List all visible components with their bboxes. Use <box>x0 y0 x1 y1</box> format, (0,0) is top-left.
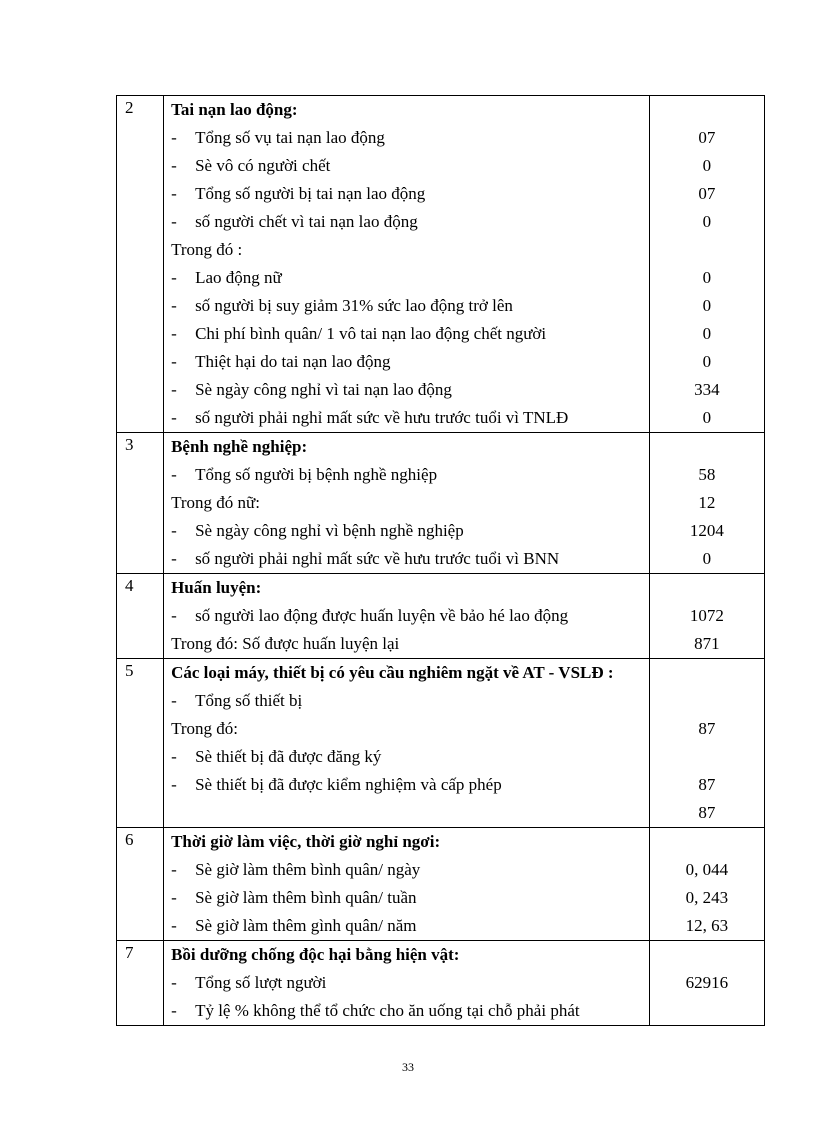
section-row <box>117 828 765 941</box>
section-description-cell <box>164 828 650 941</box>
value-spacer <box>650 659 764 687</box>
section-number: 3 <box>125 435 134 454</box>
item-label: Chi phí bình quân/ 1 vô tai nạn lao động chết người <box>195 324 547 343</box>
section-number-cell <box>117 574 164 659</box>
section-number: 4 <box>125 576 134 595</box>
section-heading: Bồi dưỡng chống độc hại bằng hiện vật: <box>171 945 460 964</box>
item-line <box>164 602 649 630</box>
item-label: Tổng số thiết bị <box>195 691 303 710</box>
bullet-dash: - <box>171 888 177 907</box>
item-label: Sè vô có người chết <box>195 156 331 175</box>
section-number-cell <box>117 433 164 574</box>
item-value <box>650 236 764 264</box>
item-label: Sè ngày công nghỉ vì bệnh nghề nghiệp <box>195 521 464 540</box>
bullet-dash: - <box>171 691 177 710</box>
bullet-dash: - <box>171 747 177 766</box>
section-heading: Tai nạn lao động: <box>171 100 298 119</box>
bullet-dash: - <box>171 521 177 540</box>
item-label: Trong đó: Số được huấn luyện lại <box>171 634 400 653</box>
section-row <box>117 574 765 659</box>
bullet-dash: - <box>171 268 177 287</box>
item-line <box>164 969 649 997</box>
item-line <box>164 545 649 573</box>
bullet-dash: - <box>171 324 177 343</box>
section-row <box>117 433 765 574</box>
item-label: số người phải nghỉ mất sức về hưu trước tuổi vì TNLĐ <box>195 408 569 427</box>
item-line <box>164 517 649 545</box>
section-value-cell <box>649 941 764 1026</box>
item-line <box>164 292 649 320</box>
item-value: 87 <box>698 719 716 738</box>
item-line <box>164 404 649 432</box>
section-value-cell <box>649 574 764 659</box>
item-label: Sè thiết bị đã được đăng ký <box>195 747 382 766</box>
section-description-cell <box>164 433 650 574</box>
item-label: Trong đó: <box>171 719 238 738</box>
section-heading: Thời giờ làm việc, thời giờ nghỉ ngơi: <box>171 832 441 851</box>
section-number: 5 <box>125 661 134 680</box>
item-line <box>164 687 649 715</box>
item-label: Trong đó nữ: <box>171 493 260 512</box>
section-description-cell <box>164 96 650 433</box>
item-value: 0 <box>702 156 712 175</box>
item-line <box>164 124 649 152</box>
item-line <box>164 771 649 799</box>
section-description-cell <box>164 659 650 828</box>
item-value: 1204 <box>689 521 724 540</box>
value-spacer <box>650 941 764 969</box>
value-spacer <box>650 574 764 602</box>
item-label: Sè ngày công nghỉ vì tai nạn lao động <box>195 380 452 399</box>
bullet-dash: - <box>171 775 177 794</box>
item-line <box>164 856 649 884</box>
section-heading: Các loại máy, thiết bị có yêu cầu nghiêm ngặt về AT - VSLĐ : <box>171 663 614 682</box>
item-line <box>164 180 649 208</box>
report-table <box>116 95 765 1026</box>
item-label: số người chết vì tai nạn lao động <box>195 212 418 231</box>
section-description-cell <box>164 574 650 659</box>
item-label: Tổng số vụ tai nạn lao động <box>195 128 385 147</box>
item-line <box>164 152 649 180</box>
item-label: số người bị suy giảm 31% sức lao động trở lên <box>195 296 513 315</box>
item-label: Sè giờ làm thêm bình quân/ tuần <box>195 888 417 907</box>
item-line <box>164 489 649 517</box>
item-value: 12, 63 <box>685 916 729 935</box>
bullet-dash: - <box>171 916 177 935</box>
item-value: 0 <box>702 268 712 287</box>
item-line <box>164 264 649 292</box>
item-value: 87 <box>698 775 716 794</box>
item-label: Lao động nữ <box>195 268 282 287</box>
section-number-cell <box>117 828 164 941</box>
section-value-cell <box>649 659 764 828</box>
item-value: 07 <box>698 184 716 203</box>
section-number: 6 <box>125 830 134 849</box>
item-line <box>164 208 649 236</box>
section-heading: Bệnh nghề nghiệp: <box>171 437 308 456</box>
item-value: 871 <box>694 634 720 653</box>
item-value: 0 <box>702 352 712 371</box>
section-number-cell <box>117 96 164 433</box>
bullet-dash: - <box>171 156 177 175</box>
item-line <box>164 884 649 912</box>
item-value <box>650 743 764 771</box>
item-value: 0 <box>702 324 712 343</box>
section-value-cell <box>649 433 764 574</box>
value-spacer <box>650 828 764 856</box>
section-value-cell <box>649 828 764 941</box>
item-line <box>164 715 649 743</box>
bullet-dash: - <box>171 296 177 315</box>
section-number-cell <box>117 941 164 1026</box>
section-row <box>117 941 765 1026</box>
section-number-cell <box>117 659 164 828</box>
item-value: 0 <box>702 212 712 231</box>
item-label: Sè giờ làm thêm gình quân/ năm <box>195 916 417 935</box>
item-value: 0, 044 <box>685 860 729 879</box>
item-value: 0 <box>702 296 712 315</box>
item-label: Tỷ lệ % không thể tổ chức cho ăn uống tại chỗ phải phát <box>195 1001 580 1020</box>
item-value: 0 <box>702 549 712 568</box>
item-line <box>164 376 649 404</box>
bullet-dash: - <box>171 184 177 203</box>
item-line <box>164 997 649 1025</box>
item-line <box>164 912 649 940</box>
item-label: Tổng số người bị bệnh nghề nghiệp <box>195 465 438 484</box>
item-label: số người phải nghỉ mất sức về hưu trước tuổi vì BNN <box>195 549 560 568</box>
item-label: Sè giờ làm thêm bình quân/ ngày <box>195 860 421 879</box>
item-line <box>164 320 649 348</box>
section-description-cell <box>164 941 650 1026</box>
section-value-cell <box>649 96 764 433</box>
item-line <box>164 236 649 264</box>
value-spacer <box>650 96 764 124</box>
bullet-dash: - <box>171 860 177 879</box>
value-spacer <box>650 433 764 461</box>
item-label: Trong đó : <box>171 240 243 259</box>
item-label: Tổng số lượt người <box>195 973 327 992</box>
item-value: 62916 <box>685 973 729 992</box>
bullet-dash: - <box>171 606 177 625</box>
item-line <box>164 461 649 489</box>
item-value: 58 <box>698 465 716 484</box>
value-spacer <box>650 687 764 715</box>
item-line <box>164 743 649 771</box>
bullet-dash: - <box>171 408 177 427</box>
item-label: số người lao động được huấn luyện về bảo hé lao động <box>195 606 569 625</box>
section-row <box>117 96 765 433</box>
item-value: 07 <box>698 128 716 147</box>
item-line <box>164 348 649 376</box>
page-number: 33 <box>402 1060 414 1074</box>
item-value: 1072 <box>689 606 724 625</box>
item-value: 0 <box>702 408 712 427</box>
bullet-dash: - <box>171 973 177 992</box>
item-value: 0, 243 <box>685 888 729 907</box>
bullet-dash: - <box>171 128 177 147</box>
item-label: Thiệt hại do tai nạn lao động <box>195 352 391 371</box>
bullet-dash: - <box>171 380 177 399</box>
section-number: 7 <box>125 943 134 962</box>
bullet-dash: - <box>171 352 177 371</box>
item-line <box>164 630 649 658</box>
item-value: 334 <box>694 380 720 399</box>
item-value <box>650 997 764 1025</box>
bullet-dash: - <box>171 549 177 568</box>
item-value: 12 <box>698 493 716 512</box>
section-heading: Huấn luyện: <box>171 578 262 597</box>
item-value: 87 <box>698 803 716 822</box>
section-row <box>117 659 765 828</box>
item-label: Tổng số người bị tai nạn lao động <box>195 184 426 203</box>
item-label: Sè thiết bị đã được kiểm nghiệm và cấp phép <box>195 775 502 794</box>
bullet-dash: - <box>171 212 177 231</box>
bullet-dash: - <box>171 1001 177 1020</box>
bullet-dash: - <box>171 465 177 484</box>
section-number: 2 <box>125 98 134 117</box>
